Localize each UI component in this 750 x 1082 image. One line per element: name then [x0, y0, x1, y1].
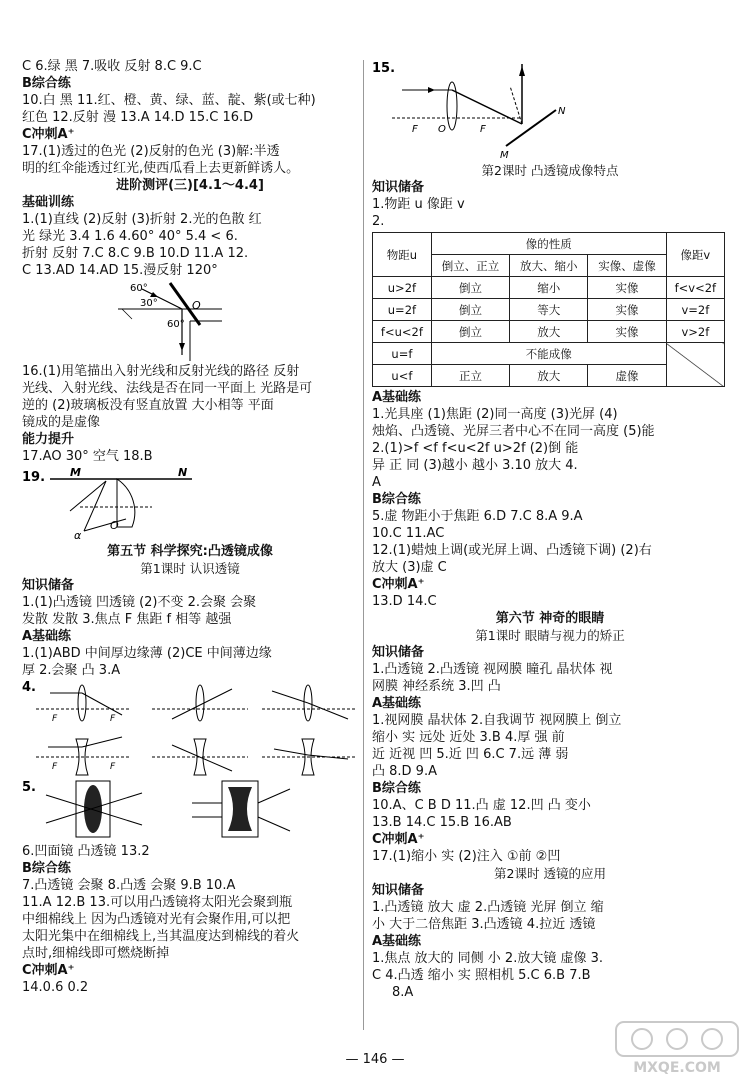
answer-line: 10.A、C B D 11.凸 虚 12.凹 凸 变小 — [372, 798, 591, 813]
answer-line: 厚 2.会聚 凸 3.A — [22, 663, 121, 678]
answer-line: 5.虚 物距小于焦距 6.D 7.C 8.A 9.A — [372, 509, 583, 524]
table-cell: f<u<2f — [373, 321, 432, 343]
answer-line: 7.凸透镜 会聚 8.凸透 会聚 9.B 10.A — [22, 878, 236, 893]
focus-label: F — [412, 124, 418, 135]
answer-line: 红色 12.反射 漫 13.A 14.D 15.C 16.D — [22, 110, 254, 125]
answer-line: 1.物距 u 像距 v — [372, 197, 465, 212]
table-row — [373, 277, 725, 299]
table-header: 像距v — [666, 233, 724, 277]
answer-line: 1.视网膜 晶状体 2.自我调节 视网膜上 倒立 — [372, 713, 622, 728]
answer-line: C 6.绿 黑 7.吸收 反射 8.C 9.C — [22, 59, 202, 74]
question-number: 15. — [372, 61, 396, 76]
table-cell: 虚像 — [588, 365, 666, 387]
answer-line: 小 大于二倍焦距 3.凸透镜 4.拉近 透镜 — [372, 917, 596, 932]
table-cell: 不能成像 — [431, 343, 666, 365]
watermark-logo — [612, 1018, 742, 1076]
lens-ray-diagrams — [22, 681, 358, 777]
angle-label: 30° — [140, 298, 158, 309]
answer-line: 1.(1)凸透镜 凹透镜 (2)不变 2.会聚 会聚 — [22, 595, 257, 610]
answer-line: 14.0.6 0.2 — [22, 980, 89, 995]
section-heading: 知识储备 — [372, 645, 425, 660]
watermark-text: MXQE.COM — [633, 1060, 721, 1076]
answer-line: 异 正 同 (3)越小 越小 3.10 放大 4. — [372, 458, 578, 473]
table-cell: 放大 — [510, 365, 588, 387]
section-heading: C冲刺A⁺ — [372, 577, 425, 592]
question-number: 5. — [22, 780, 36, 795]
column-divider — [363, 60, 364, 1030]
focus-label: F — [110, 714, 116, 724]
table-header: 实像、虚像 — [588, 255, 666, 277]
table-cell-empty — [666, 343, 724, 387]
question-number: 4. — [22, 681, 36, 695]
answer-line: 17.AO 30° 空气 18.B — [22, 449, 153, 464]
answer-line: 1.(1)ABD 中间厚边缘薄 (2)CE 中间薄边缘 — [22, 646, 272, 661]
section-heading: 基础训练 — [22, 195, 75, 210]
table-cell: u=f — [373, 343, 432, 365]
answer-line: 17.(1)透过的色光 (2)反射的色光 (3)解:半透 — [22, 144, 280, 159]
table-header: 物距u — [373, 233, 432, 277]
point-label: O — [438, 124, 446, 135]
table-cell: 倒立 — [431, 321, 509, 343]
table-cell: 正立 — [431, 365, 509, 387]
table-header: 放大、缩小 — [510, 255, 588, 277]
table-cell: v>2f — [666, 321, 724, 343]
answer-line: 点时,细棉线即可燃烧断掉 — [22, 946, 170, 961]
answer-line: 镜成的是虚像 — [22, 415, 101, 430]
section-heading: B综合练 — [372, 781, 421, 796]
unit-title: 进阶测评(三)[4.1～4.4] — [116, 178, 264, 193]
imaging-table — [372, 232, 725, 387]
answer-line: 1.光具座 (1)焦距 (2)同一高度 (3)光屏 (4) — [372, 407, 618, 422]
table-row — [373, 299, 725, 321]
answer-line: 折射 反射 7.C 8.C 9.B 10.D 11.A 12. — [22, 246, 249, 261]
page-number: — 146 — — [345, 1052, 405, 1067]
section-heading: B综合练 — [22, 861, 71, 876]
section-heading: C冲刺A⁺ — [22, 127, 75, 142]
answer-line: 8.A — [392, 985, 414, 1000]
table-cell: u=2f — [373, 299, 432, 321]
answer-line: 17.(1)缩小 实 (2)注入 ①前 ②凹 — [372, 849, 561, 864]
section-heading: C冲刺A⁺ — [372, 832, 425, 847]
table-cell: 倒立 — [431, 277, 509, 299]
section-title: 第五节 科学探究:凸透镜成像 — [107, 544, 273, 559]
left-column — [22, 58, 358, 996]
section-heading: A基础练 — [372, 934, 422, 949]
point-label: N — [178, 467, 188, 479]
angle-label: 60° — [130, 283, 148, 294]
table-row — [373, 343, 725, 365]
table-header: 倒立、正立 — [431, 255, 509, 277]
section-title: 第六节 神奇的眼睛 — [495, 611, 605, 626]
answer-line: 2. — [372, 214, 385, 229]
table-cell: 缩小 — [510, 277, 588, 299]
table-cell: 实像 — [588, 321, 666, 343]
point-label: M — [500, 150, 509, 160]
answer-line: C 13.AD 14.AD 15.漫反射 120° — [22, 263, 218, 278]
answer-line: 光 绿光 3.4 1.6 4.60° 40° 5.4 < 6. — [22, 229, 238, 244]
answer-line: 网膜 神经系统 3.凹 凸 — [372, 679, 501, 694]
lesson-title: 第1课时 眼睛与视力的矫正 — [475, 628, 625, 643]
table-cell: 倒立 — [431, 299, 509, 321]
angle-label: α — [74, 529, 82, 541]
answer-line: 缩小 实 远处 近处 3.B 4.厚 强 前 — [372, 730, 565, 745]
table-cell: 实像 — [588, 277, 666, 299]
section-heading: B综合练 — [22, 76, 71, 91]
answer-line: 中细棉线上 因为凸透镜对光有会聚作用,可以把 — [22, 912, 291, 927]
answer-line: 放大 (3)虚 C — [372, 560, 447, 575]
table-row — [373, 321, 725, 343]
focus-label: F — [52, 762, 58, 772]
right-column — [372, 58, 728, 1001]
answer-line: A — [372, 475, 381, 490]
answer-line: 光线、入射光线、法线是否在同一平面上 光路是可 — [22, 381, 313, 396]
table-cell: 实像 — [588, 299, 666, 321]
answer-line: 1.(1)直线 (2)反射 (3)折射 2.光的色散 红 — [22, 212, 262, 227]
section-heading: 知识储备 — [372, 883, 425, 898]
mirror-diagram — [22, 467, 358, 541]
answer-line: 11.A 12.B 13.可以用凸透镜将太阳光会聚到瓶 — [22, 895, 293, 910]
answer-line: 13.D 14.C — [372, 594, 437, 609]
table-cell: 等大 — [510, 299, 588, 321]
focus-label: F — [52, 714, 58, 724]
table-header: 像的性质 — [431, 233, 666, 255]
answer-line: C 4.凸透 缩小 实 照相机 5.C 6.B 7.B — [372, 968, 591, 983]
answer-line: 6.凹面镜 凸透镜 13.2 — [22, 844, 150, 859]
table-cell: v=2f — [666, 299, 724, 321]
section-heading: A基础练 — [22, 629, 72, 644]
answer-line: 逆的 (2)玻璃板没有竖直放置 大小相等 平面 — [22, 398, 274, 413]
table-cell: u>2f — [373, 277, 432, 299]
focus-label: F — [110, 762, 116, 772]
section-heading: 知识储备 — [22, 578, 75, 593]
answer-line: 1.凸透镜 放大 虚 2.凸透镜 光屏 倒立 缩 — [372, 900, 604, 915]
point-label: O — [192, 299, 201, 312]
lesson-title: 第1课时 认识透镜 — [140, 561, 240, 576]
reflection-diagram — [22, 281, 358, 361]
answer-line: 10.C 11.AC — [372, 526, 445, 541]
answer-line: 10.白 黑 11.红、橙、黄、绿、蓝、靛、紫(或七种) — [22, 93, 316, 108]
table-cell: 放大 — [510, 321, 588, 343]
angle-label: 60° — [167, 319, 185, 330]
section-heading: 能力提升 — [22, 432, 75, 447]
section-heading: B综合练 — [372, 492, 421, 507]
answer-line: 13.B 14.C 15.B 16.AB — [372, 815, 512, 830]
point-label: O — [110, 519, 119, 532]
section-heading: A基础练 — [372, 696, 422, 711]
lesson-title: 第2课时 透镜的应用 — [494, 866, 606, 881]
question-number: 19. — [22, 470, 46, 485]
lens-box-diagrams — [22, 779, 358, 841]
table-cell: u<f — [373, 365, 432, 387]
lens-mirror-diagram — [372, 60, 728, 160]
answer-line: 1.凸透镜 2.凸透镜 视网膜 瞳孔 晶状体 视 — [372, 662, 613, 677]
section-heading: A基础练 — [372, 390, 422, 405]
point-label: N — [558, 106, 566, 117]
answer-line: 烛焰、凸透镜、光屏三者中心不在同一高度 (5)能 — [372, 424, 655, 439]
answer-line: 凸 8.D 9.A — [372, 764, 437, 779]
section-heading: 知识储备 — [372, 180, 425, 195]
answer-line: 2.(1)>f <f f<u<2f u>2f (2)倒 能 — [372, 441, 579, 456]
answer-line: 太阳光集中在细棉线上,当其温度达到棉线的着火 — [22, 929, 300, 944]
focus-label: F — [480, 124, 486, 135]
answer-line: 近 近视 凹 5.近 凹 6.C 7.远 薄 弱 — [372, 747, 569, 762]
answer-line: 12.(1)蜡烛上调(或光屏上调、凸透镜下调) (2)右 — [372, 543, 652, 558]
answer-line: 1.焦点 放大的 同侧 小 2.放大镜 虚像 3. — [372, 951, 604, 966]
lesson-title: 第2课时 凸透镜成像特点 — [481, 163, 619, 178]
point-label: M — [70, 467, 81, 479]
section-heading: C冲刺A⁺ — [22, 963, 75, 978]
answer-line: 16.(1)用笔描出入射光线和反射光线的路径 反射 — [22, 364, 300, 379]
answer-line: 发散 发散 3.焦点 F 焦距 f 相等 越强 — [22, 612, 232, 627]
table-cell: f<v<2f — [666, 277, 724, 299]
answer-line: 明的红伞能透过红光,使西瓜看上去更新鲜诱人。 — [22, 161, 300, 176]
